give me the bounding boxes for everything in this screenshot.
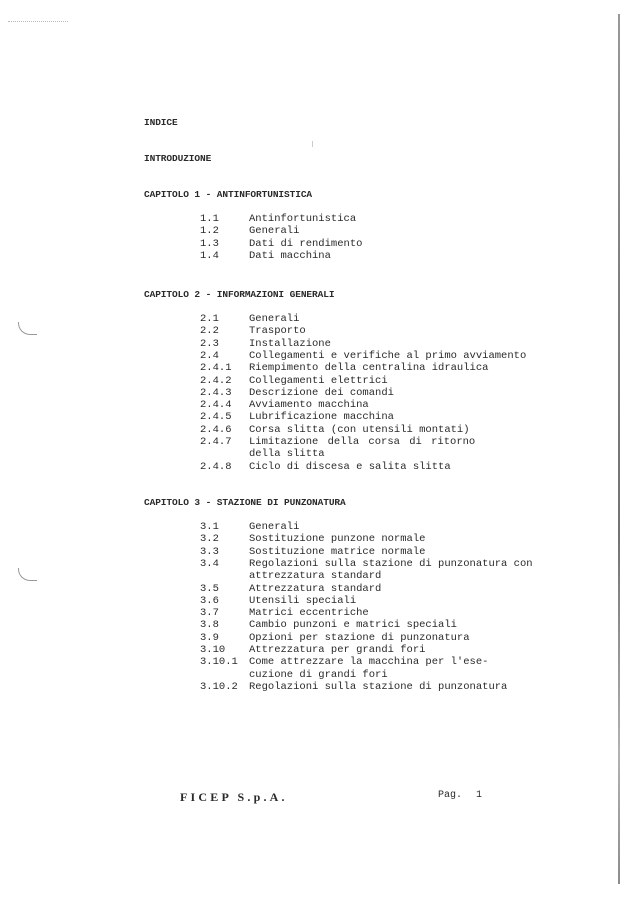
entry-number: 3.4 xyxy=(200,557,219,570)
page-title: INDICE xyxy=(144,117,178,128)
entry-title-continuation: della slitta xyxy=(249,448,325,461)
entry-title-continuation: attrezzatura standard xyxy=(249,570,382,583)
entry-title-continuation: cuzione di grandi fori xyxy=(249,668,388,681)
entry-title: Corsa slitta (con utensili montati) xyxy=(249,423,470,436)
footer-company-name: FICEP S.p.A. xyxy=(180,790,288,804)
entry-number: 2.1 xyxy=(200,313,219,325)
entry-title: Sostituzione punzone normale xyxy=(249,533,426,546)
entry-title: Utensili speciali xyxy=(249,594,357,607)
entry-number: 2.4.5 xyxy=(200,411,232,424)
punch-hole-mark xyxy=(18,568,37,581)
entry-title: Generali xyxy=(249,521,300,533)
entry-number: 2.2 xyxy=(200,325,219,338)
entry-title: Generali xyxy=(249,313,300,325)
toc-entry-continuation xyxy=(200,570,381,582)
toc-entry xyxy=(200,632,470,644)
entry-number: 1.4 xyxy=(200,249,219,262)
entry-title: Generali xyxy=(249,225,300,238)
entry-title: Collegamenti e verifiche al primo avviamento xyxy=(249,349,527,362)
entry-title: Opzioni per stazione di punzonatura xyxy=(249,631,470,644)
page-number: 1 xyxy=(476,790,483,801)
entry-number: 2.4.3 xyxy=(200,386,232,399)
toc-entry xyxy=(200,424,470,436)
scan-artifact xyxy=(312,141,313,147)
toc-entry xyxy=(200,558,533,570)
entry-title: Attrezzatura per grandi fori xyxy=(249,644,426,656)
entry-number: 2.4.8 xyxy=(200,460,232,473)
entry-number: 2.4 xyxy=(200,349,219,362)
toc-entry-continuation xyxy=(200,448,325,460)
entry-number: 3.6 xyxy=(200,594,219,607)
entry-number: 2.4.6 xyxy=(200,423,232,436)
entry-title: Collegamenti elettrici xyxy=(249,374,388,387)
toc-entry xyxy=(200,375,388,387)
entry-title: Antinfortunistica xyxy=(249,213,357,225)
entry-title: Avviamento macchina xyxy=(249,399,369,412)
toc-entry xyxy=(200,533,425,545)
entry-title: Dati macchina xyxy=(249,249,331,262)
toc-entry xyxy=(200,338,331,350)
toc-entry xyxy=(200,238,362,250)
toc-entry xyxy=(200,595,356,607)
toc-entry xyxy=(200,350,526,362)
entry-title: Attrezzatura standard xyxy=(249,582,382,595)
entry-number: 3.3 xyxy=(200,545,219,558)
toc-entry xyxy=(200,656,488,668)
entry-number: 2.4.2 xyxy=(200,374,232,387)
entry-number: 3.10.2 xyxy=(200,680,238,693)
toc-entry xyxy=(200,387,394,399)
entry-title: Trasporto xyxy=(249,325,306,338)
toc-entry xyxy=(200,362,488,374)
entry-number: 3.7 xyxy=(200,607,219,620)
chapter-1-heading: CAPITOLO 1 - ANTINFORTUNISTICA xyxy=(144,189,313,200)
entry-title: Limitazione della corsa di ritorno xyxy=(249,436,476,448)
chapter-3-heading: CAPITOLO 3 - STAZIONE DI PUNZONATURA xyxy=(144,497,346,508)
toc-entry xyxy=(200,607,369,619)
toc-entry xyxy=(200,521,299,533)
entry-number: 1.3 xyxy=(200,237,219,250)
toc-entry xyxy=(200,461,451,473)
entry-number: 3.1 xyxy=(200,521,219,533)
entry-title: Sostituzione matrice normale xyxy=(249,545,426,558)
entry-title: Regolazioni sulla stazione di punzonatura con xyxy=(249,557,533,570)
entry-title: Installazione xyxy=(249,337,331,350)
entry-title: Riempimento della centralina idraulica xyxy=(249,362,489,375)
entry-title: Descrizione dei comandi xyxy=(249,386,394,399)
entry-number: 3.9 xyxy=(200,631,219,644)
punch-hole-mark xyxy=(18,322,37,335)
entry-number: 3.2 xyxy=(200,533,219,546)
entry-number: 3.5 xyxy=(200,582,219,595)
toc-entry xyxy=(200,325,306,337)
entry-number: 1.1 xyxy=(200,213,219,225)
entry-title: Come attrezzare la macchina per l'ese- xyxy=(249,656,489,669)
entry-number: 2.4.1 xyxy=(200,362,232,375)
footer-page-indicator xyxy=(438,790,482,801)
entry-number: 3.10 xyxy=(200,644,226,656)
toc-entry xyxy=(200,399,369,411)
toc-entry xyxy=(200,436,475,448)
toc-entry xyxy=(200,583,381,595)
page-edge-shadow xyxy=(618,14,620,884)
entry-title: Dati di rendimento xyxy=(249,237,363,250)
toc-entry xyxy=(200,546,425,558)
introduction-heading: INTRODUZIONE xyxy=(144,153,212,164)
entry-number: 3.8 xyxy=(200,619,219,632)
toc-entry xyxy=(200,411,394,423)
entry-title: Cambio punzoni e matrici speciali xyxy=(249,619,457,632)
entry-title: Regolazioni sulla stazione di punzonatura xyxy=(249,680,508,693)
toc-entry xyxy=(200,644,425,656)
entry-number: 2.4.4 xyxy=(200,399,232,412)
toc-entry xyxy=(200,250,331,262)
toc-entry xyxy=(200,225,299,237)
page-label: Pag. xyxy=(438,790,463,801)
toc-entry xyxy=(200,619,457,631)
entry-number: 2.3 xyxy=(200,337,219,350)
entry-title: Matrici eccentriche xyxy=(249,607,369,620)
scan-artifact xyxy=(8,21,68,24)
toc-entry xyxy=(200,313,299,325)
toc-entry xyxy=(200,681,507,693)
chapter-2-heading: CAPITOLO 2 - INFORMAZIONI GENERALI xyxy=(144,289,335,300)
entry-title: Lubrificazione macchina xyxy=(249,411,394,424)
entry-number: 2.4.7 xyxy=(200,436,232,448)
entry-number: 1.2 xyxy=(200,225,219,238)
toc-entry-continuation xyxy=(200,669,388,681)
toc-entry xyxy=(200,213,356,225)
entry-number: 3.10.1 xyxy=(200,656,238,669)
entry-title: Ciclo di discesa e salita slitta xyxy=(249,460,451,473)
